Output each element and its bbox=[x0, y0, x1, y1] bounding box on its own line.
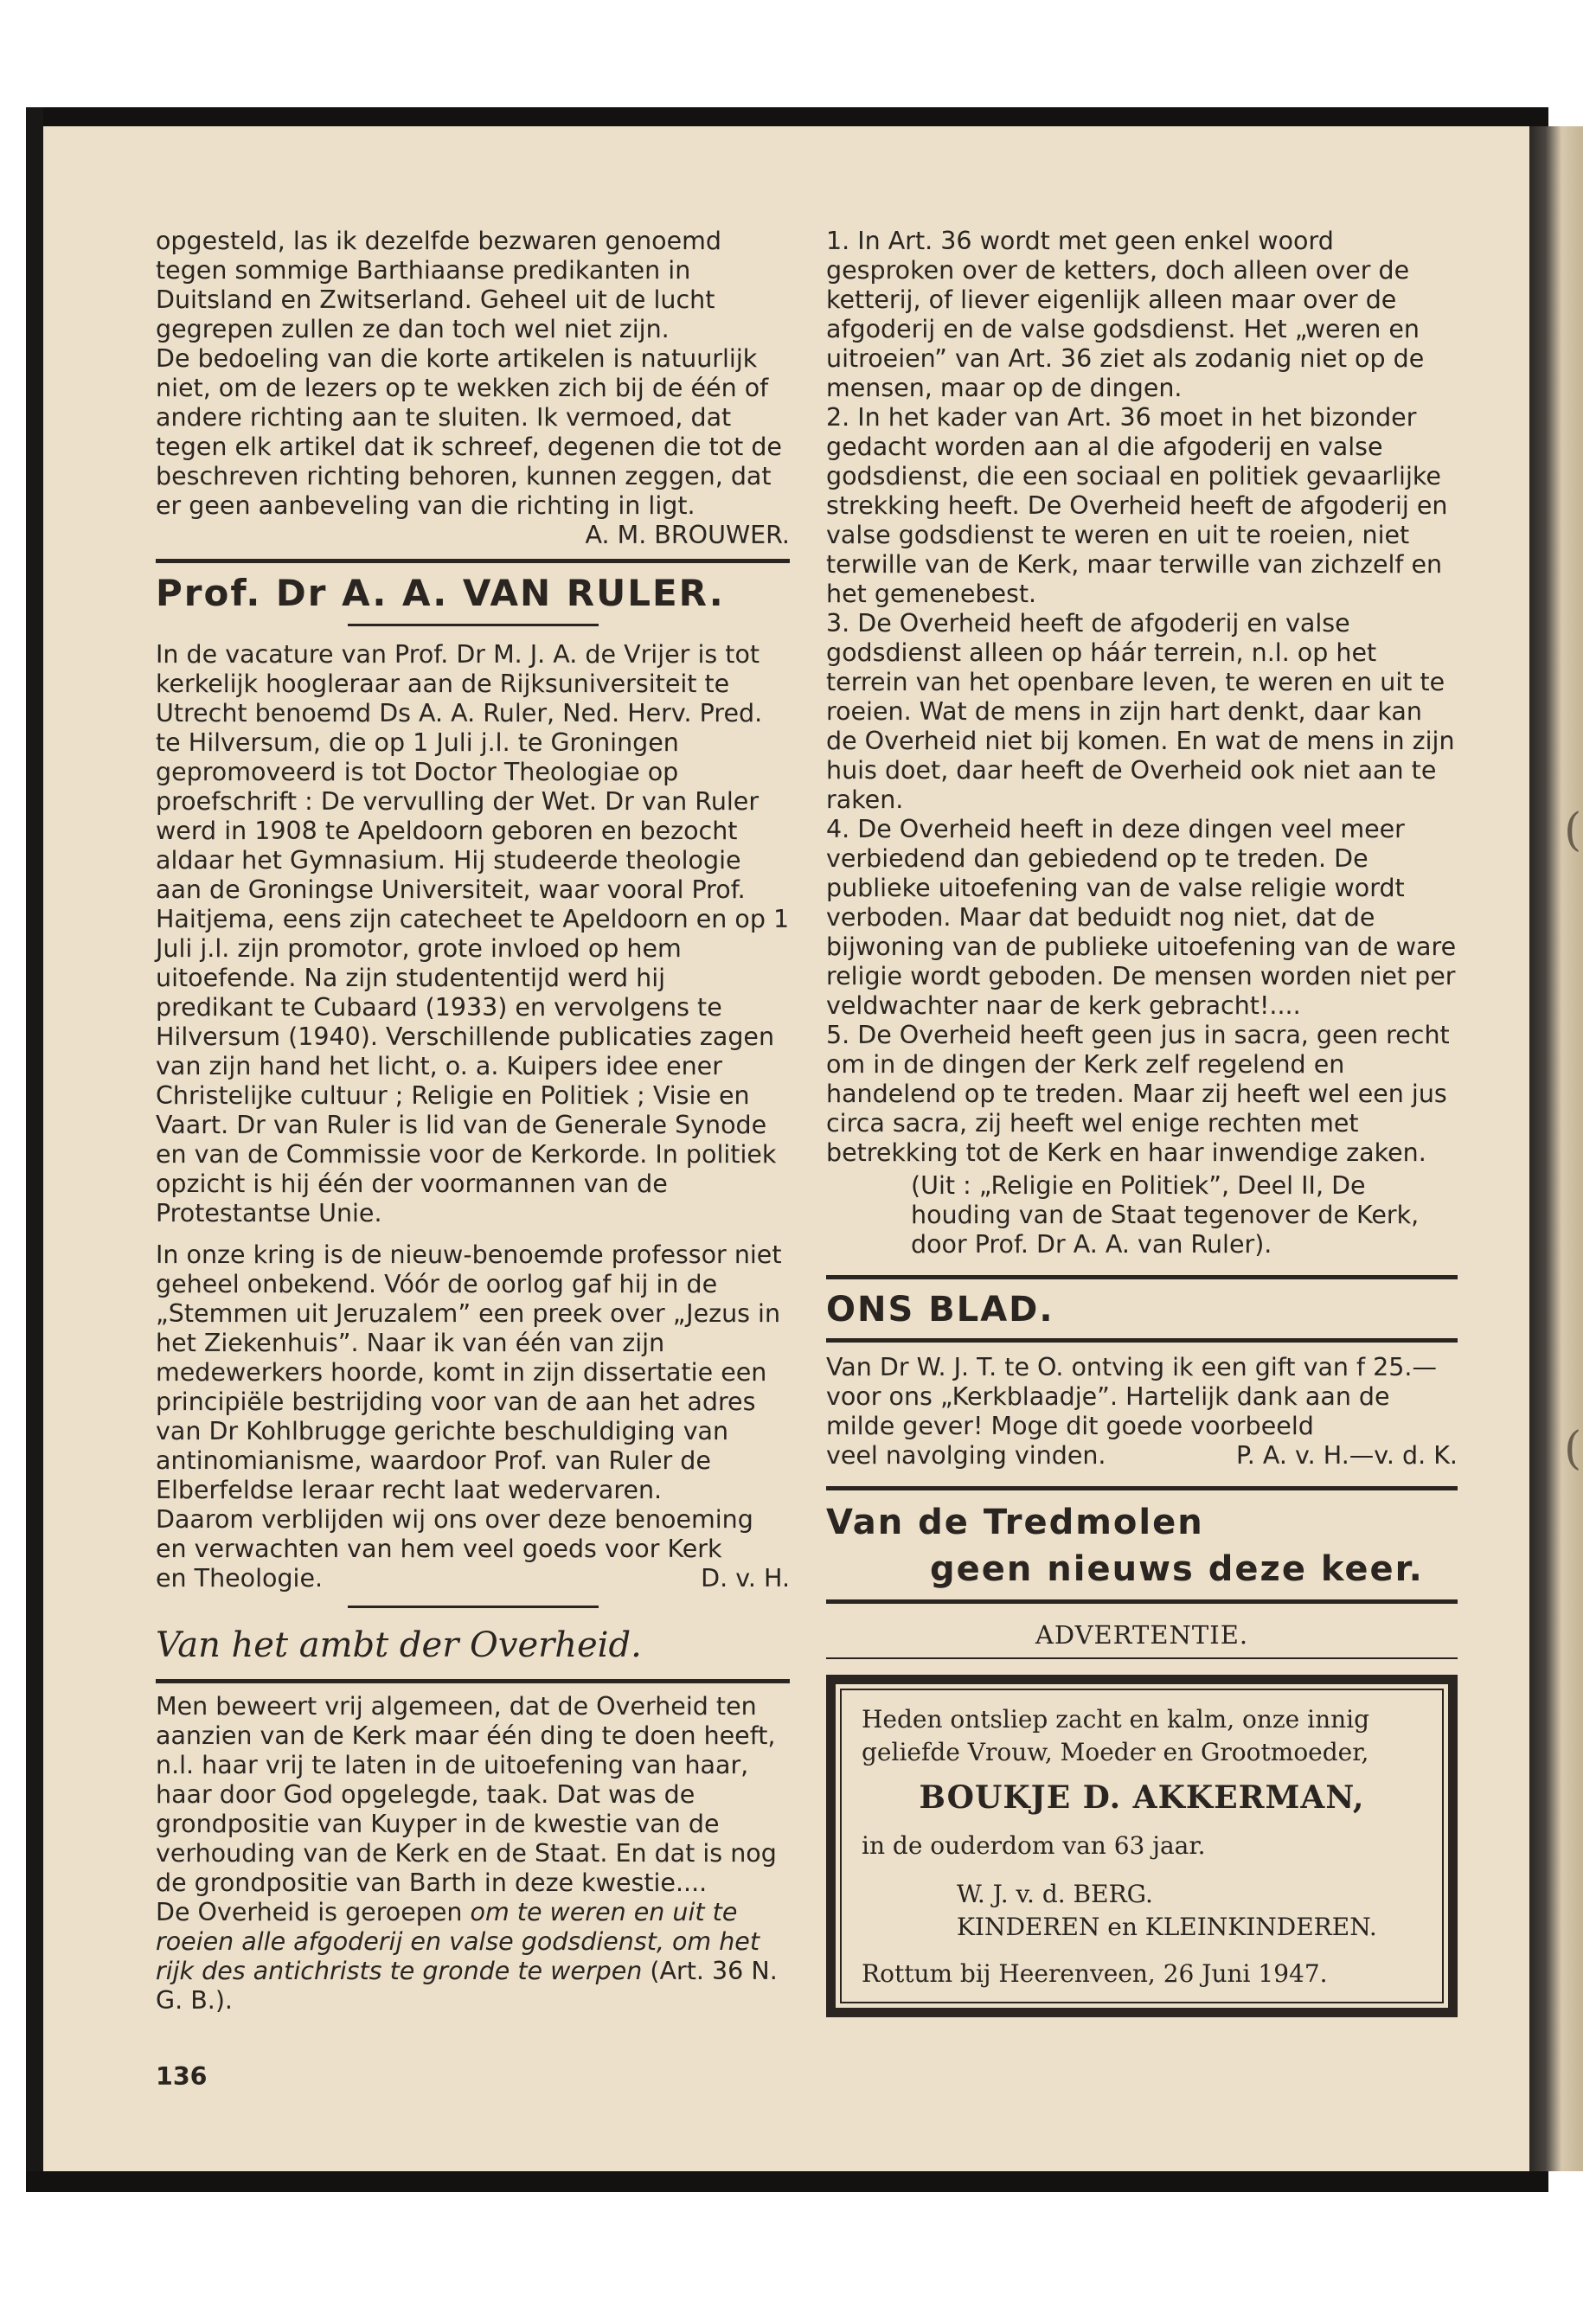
closing-text: veel navolging vinden. bbox=[826, 1441, 1106, 1470]
sentence-start: De Overheid is geroepen bbox=[156, 1898, 463, 1926]
signature: A. M. BROUWER. bbox=[585, 521, 790, 549]
signed-by: W. J. v. d. BERG. bbox=[957, 1880, 1153, 1908]
section-divider bbox=[826, 1486, 1458, 1490]
signed-by-family: KINDEREN en KLEINKINDEREN. bbox=[957, 1913, 1377, 1941]
signature-row bbox=[156, 1564, 790, 1593]
paragraph: In onze kring is de nieuw-benoemde professor niet geheel onbekend. Vóór de oorlog gaf hij in de „Stemmen uit Jeruzalem” een preek over „Jezus in het Ziekenhuis”. Naar ik van één van zijn medewerkers hoorde, komt in zijn dissertatie een principiële bestrijding voor van de aan het adres van Dr Kohlbrugge gerichte beschuldiging van antinomianisme, waardoor Prof. van Ruler de Elberfeldse leraar recht laat wedervaren. bbox=[156, 1240, 782, 1504]
advertisement bbox=[826, 1618, 1458, 2017]
signature-row bbox=[156, 521, 790, 550]
tredmolen-line-1: Van de Tredmolen bbox=[826, 1503, 1204, 1542]
tredmolen-heading bbox=[826, 1499, 1458, 1593]
article-title: Prof. Dr A. A. VAN RULER. bbox=[156, 572, 725, 614]
deceased-name: BOUKJE D. AKKERMAN, bbox=[919, 1779, 1365, 1816]
obituary-age: in de ouderdom van 63 jaar. bbox=[862, 1831, 1206, 1860]
ons-blad bbox=[826, 1288, 1458, 1471]
page-edge-mark-icon: ( bbox=[1564, 1423, 1582, 1475]
article-overheid-points bbox=[826, 227, 1458, 1259]
numbered-point: 4. De Overheid heeft in deze dingen veel meer verbiedend dan gebiedend op te treden. De publieke uitoefening van de valse religie wordt verboden. Maar dat beduidt nog niet, dat de bijwoning van de publieke uitoefening van de ware religie wordt geboden. De mensen worden niet per veldwachter naar de kerk gebracht!.... bbox=[826, 815, 1457, 1020]
title-underline bbox=[826, 1338, 1458, 1343]
scan-frame-bottom bbox=[26, 2171, 1548, 2192]
paragraph: Men beweert vrij algemeen, dat de Overheid ten aanzien van de Kerk maar één ding te doen heeft, n.l. haar vrij te laten in de uitoefening van haar, haar door God opgelegde, taak. Dat was de grondpositie van Kuyper in de kwestie van de verhouding van de Kerk en de Staat. En dat is nog de grondpositie van Barth in deze kwestie.... bbox=[156, 1692, 777, 1897]
scan-frame-top bbox=[26, 107, 1548, 126]
place-date: Rottum bij Heerenveen, 26 Juni 1947. bbox=[862, 1959, 1328, 1988]
paragraph: In de vacature van Prof. Dr M. J. A. de Vrijer is tot kerkelijk hoogleraar aan de Rijksuniversiteit te Utrecht benoemd Ds A. A. Ruler, Ned. Herv. Pred. te Hilversum, die op 1 Juli j.l. te Groningen gepromoveerd is tot Doctor Theologiae op proefschrift : De vervulling der Wet. Dr van Ruler werd in 1908 te Apeldoorn geboren en bezocht aldaar het Gymnasium. Hij studeerde theologie aan de Groningse Universiteit, waar vooral Prof. Haitjema, eens zijn catecheet te Apeldoorn en op 1 Juli j.l. zijn promotor, grote invloed op hem uitoefende. Na zijn studententijd werd hij predikant te Cubaard (1933) en vervolgens te Hilversum (1940). Verschillende publicaties zagen van zijn hand het licht, o. a. Kuipers idee ener Christelijke cultuur ; Religie en Politiek ; Visie en Vaart. Dr van Ruler is lid van de Generale Synode en van de Commissie voor de Kerkorde. In politiek opzicht is hij één der voormannen van de Protestantse Unie. bbox=[156, 640, 790, 1227]
section-divider bbox=[156, 559, 790, 563]
source-quote: (Uit : „Religie en Politiek”, Deel II, De houding van de Staat tegenover de Kerk, door Prof. Dr A. A. van Ruler). bbox=[911, 1171, 1420, 1259]
tredmolen-line-2: geen nieuws deze keer. bbox=[930, 1549, 1424, 1589]
title-underline bbox=[156, 1679, 790, 1683]
book-spine bbox=[1529, 126, 1583, 2171]
paragraph: opgesteld, las ik dezelfde bezwaren genoemd tegen sommige Barthiaanse predikanten in Duitsland en Zwitserland. Geheel uit de lucht gegrepen zullen ze dan toch wel niet zijn. bbox=[156, 227, 721, 343]
tredmolen-notice bbox=[826, 1499, 1458, 1593]
right-column bbox=[826, 227, 1458, 2017]
page-number: 136 bbox=[156, 2062, 208, 2091]
signature: P. A. v. H.—v. d. K. bbox=[1236, 1441, 1458, 1470]
signature-row bbox=[826, 1441, 1458, 1471]
section-title: ONS BLAD. bbox=[826, 1290, 1054, 1330]
quotation-italic: om te weren en uit te roeien alle afgoderij en valse godsdienst, om het rijk des antichrists te gronde te werpen bbox=[156, 1898, 760, 1985]
section-divider bbox=[348, 1606, 599, 1608]
advert-label-rule bbox=[826, 1657, 1458, 1659]
title-underline bbox=[348, 624, 599, 626]
closing-text: en Theologie. bbox=[156, 1564, 324, 1593]
left-column bbox=[156, 227, 790, 2016]
signature: D. v. H. bbox=[701, 1564, 790, 1593]
section-divider bbox=[826, 1275, 1458, 1279]
scan-frame-left bbox=[26, 107, 43, 2192]
section-divider bbox=[826, 1599, 1458, 1604]
article-van-ruler bbox=[156, 572, 790, 1593]
obituary-intro: Heden ontsliep zacht en kalm, onze innig geliefde Vrouw, Moeder en Grootmoeder, bbox=[862, 1705, 1370, 1766]
paragraph: Van Dr W. J. T. te O. ontving ik een gift van f 25.— voor ons „Kerkblaadje”. Hartelijk dank aan de milde gever! Moge dit goede voorbeeld bbox=[826, 1353, 1437, 1440]
numbered-point: 2. In het kader van Art. 36 moet in het bizonder gedacht worden aan al die afgoderij en valse godsdienst, die een sociaal en politiek gevaarlijke strekking heeft. De Overheid heeft de afgoderij en valse godsdienst te weren en uit te roeien, niet terwille van de Kerk, maar terwille van zichzelf en het gemenebest. bbox=[826, 403, 1448, 608]
obituary-box bbox=[826, 1675, 1458, 2017]
numbered-point: 3. De Overheid heeft de afgoderij en valse godsdienst alleen op háár terrein, n.l. op het terrein van het openbare leven, te weren en uit te roeien. Wat de mens in zijn hart denkt, daar kan de Overheid niet bij komen. En wat de mens in zijn huis doet, daar heeft de Overheid ook niet aan te raken. bbox=[826, 609, 1455, 814]
sentence-end: (Art. 36 N. G. B.). bbox=[156, 1957, 778, 2015]
advert-label: ADVERTENTIE. bbox=[1035, 1620, 1249, 1650]
article-brouwer bbox=[156, 227, 790, 550]
paragraph: Daarom verblijden wij ons over deze benoeming en verwachten van hem veel goeds voor Kerk bbox=[156, 1505, 753, 1563]
paragraph bbox=[156, 1898, 790, 2016]
page-edge-mark-icon: ( bbox=[1564, 804, 1582, 856]
numbered-point: 5. De Overheid heeft geen jus in sacra, geen recht om in de dingen der Kerk zelf regelend en handelend op te treden. Maar zij heeft wel een jus circa sacra, zij heeft wel enige rechten met betrekking tot de Kerk en haar inwendige zaken. bbox=[826, 1021, 1450, 1167]
article-title: Van het ambt der Overheid. bbox=[156, 1625, 642, 1665]
article-overheid bbox=[156, 1622, 790, 2016]
paragraph: De bedoeling van die korte artikelen is natuurlijk niet, om de lezers op te wekken zich bij de één of andere richting aan te sluiten. Ik vermoed, dat tegen elk artikel dat ik schreef, degenen die tot de beschreven richting behoren, kunnen zeggen, dat er geen aanbeveling van die richting in ligt. bbox=[156, 344, 782, 520]
numbered-point: 1. In Art. 36 wordt met geen enkel woord gesproken over de ketters, doch alleen over de ketterij, of liever eigenlijk alleen maar over de afgoderij en de valse godsdienst. Het „weren en uitroeien” van Art. 36 ziet als zodanig niet op de mensen, maar op de dingen. bbox=[826, 227, 1425, 402]
